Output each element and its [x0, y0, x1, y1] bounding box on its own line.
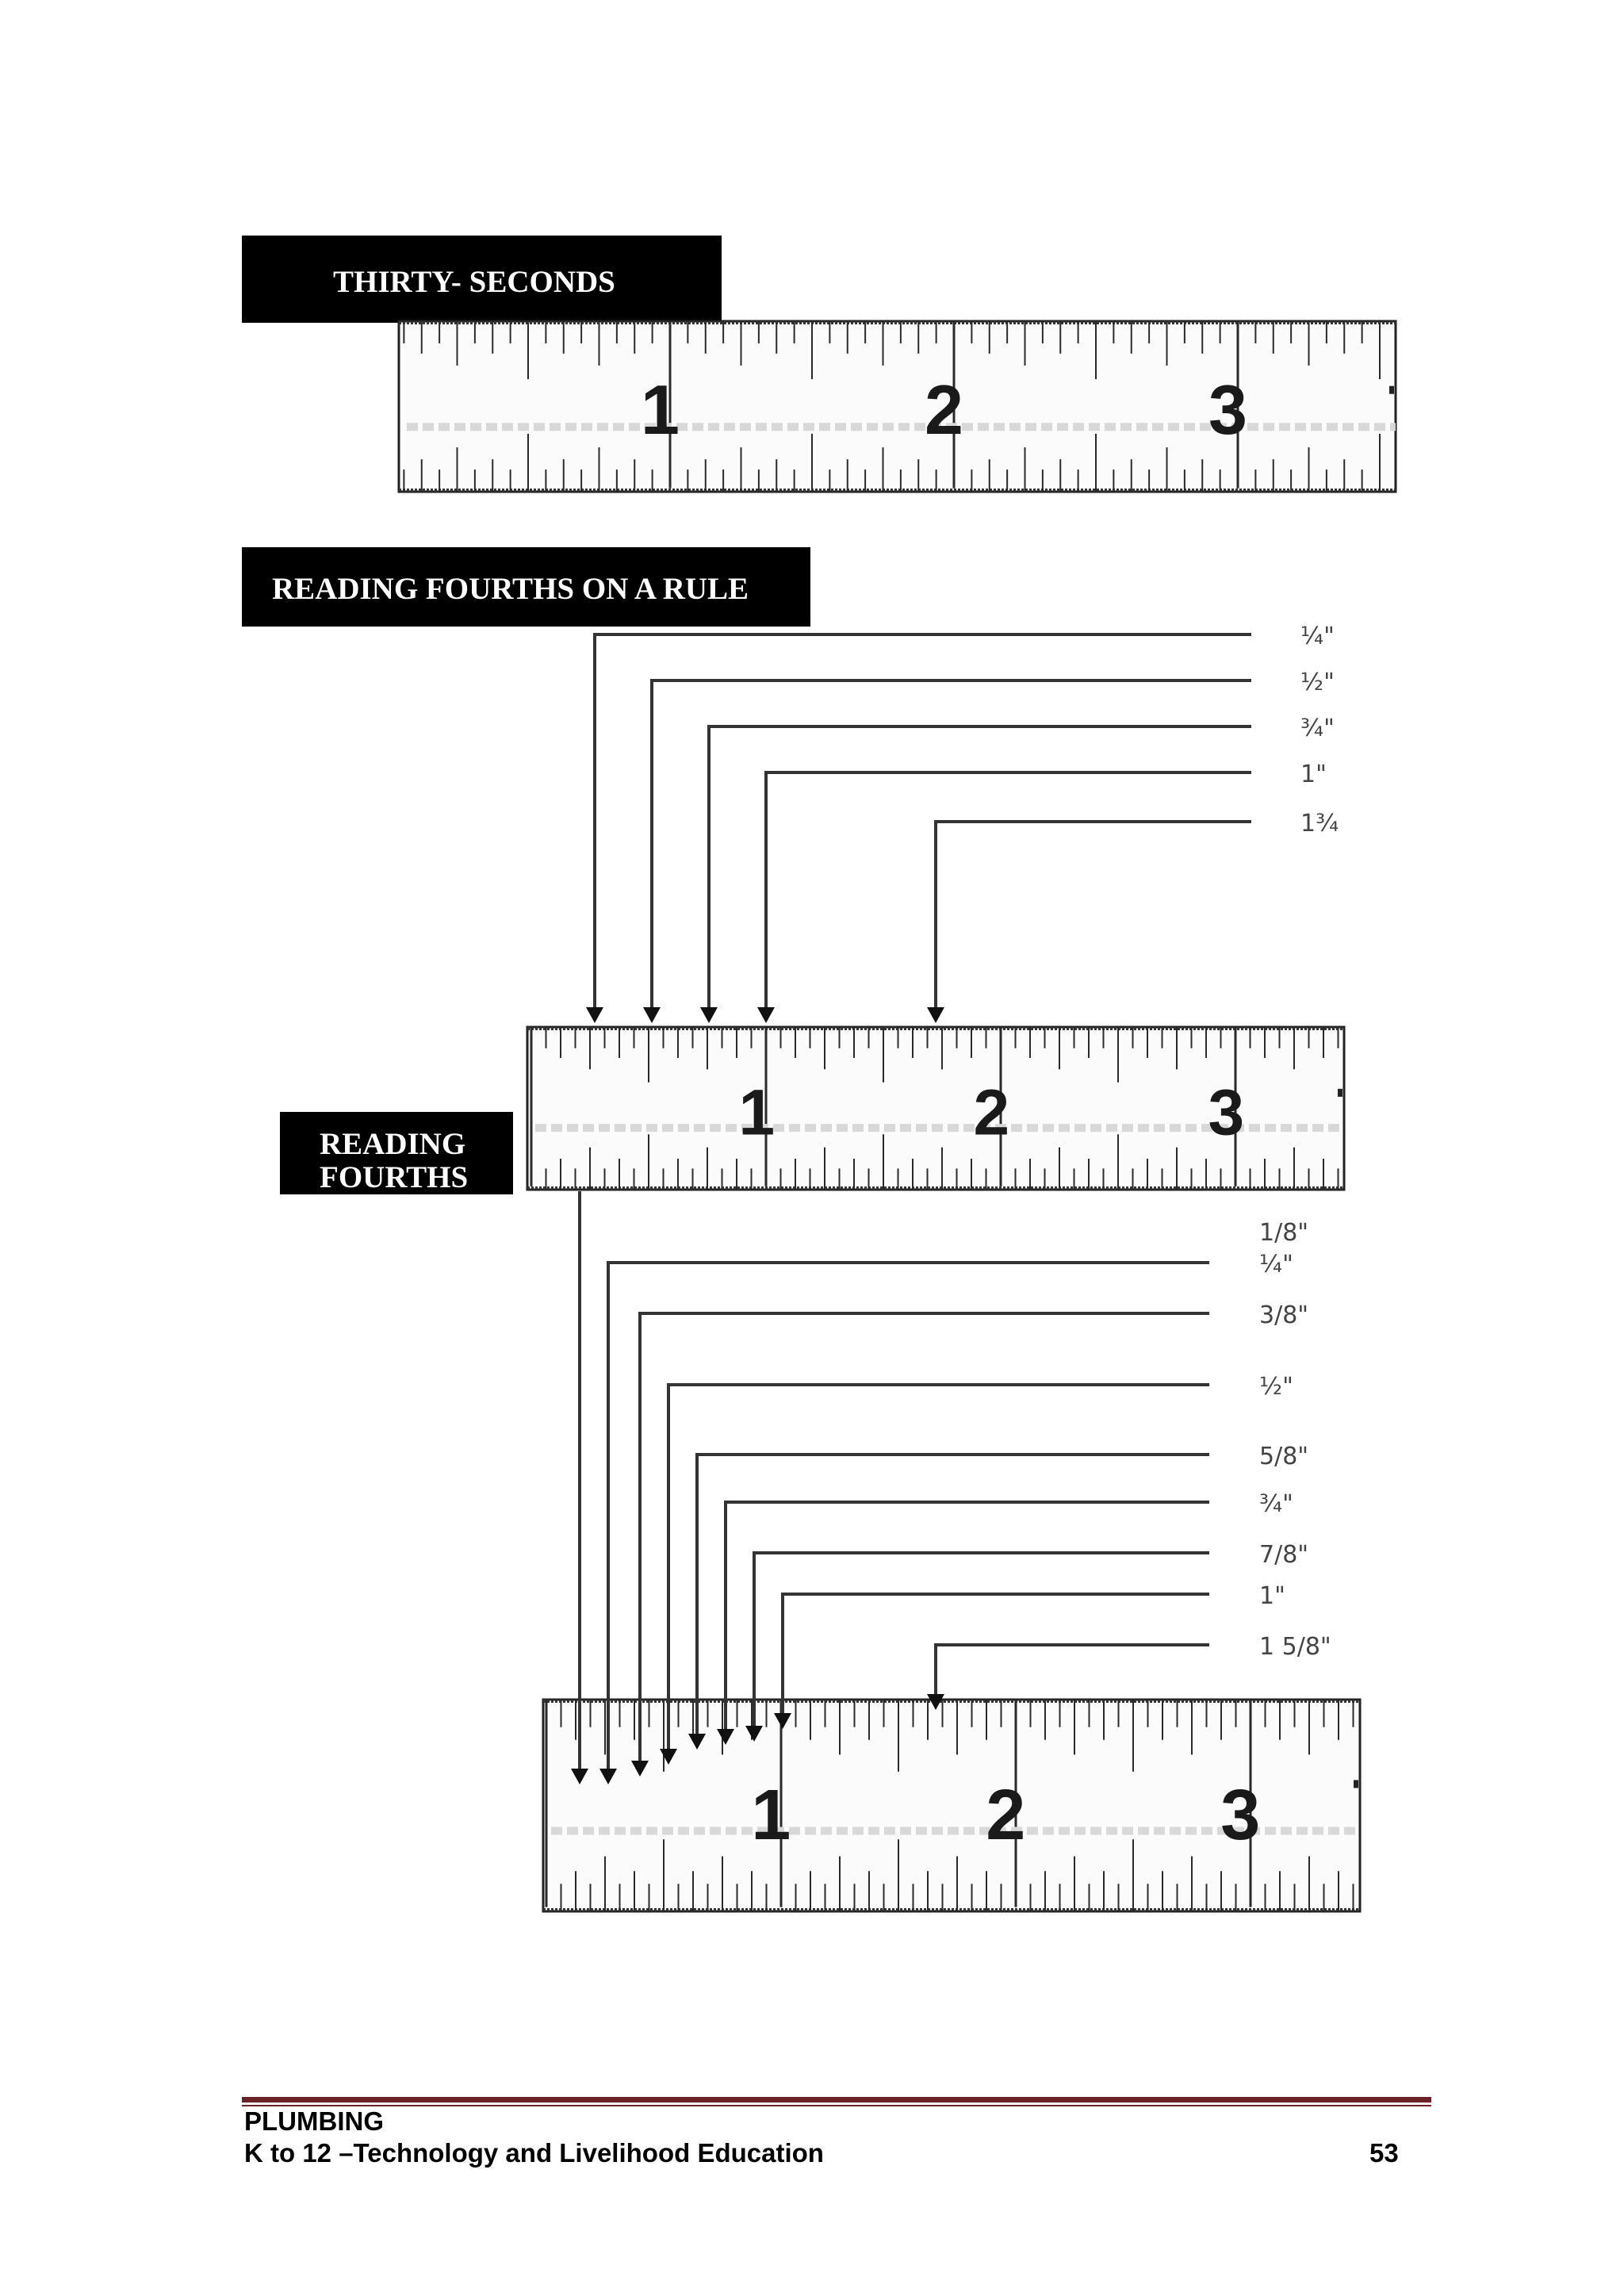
- fourths-label-5: 1¾: [1300, 810, 1339, 838]
- ruler-thirty-seconds: [399, 321, 1396, 492]
- eighths-label-8: 1": [1259, 1582, 1285, 1610]
- fourths-label-4: 1": [1300, 761, 1327, 788]
- fourths-leader-5-line: [936, 822, 1251, 1009]
- eighths-label-9: 1 5/8": [1259, 1633, 1331, 1661]
- footer-course-title: K to 12 –Technology and Livelihood Education: [244, 2138, 824, 2168]
- page-number: 53: [1369, 2138, 1399, 2168]
- eighths-label-3: 3/8": [1259, 1301, 1309, 1329]
- footer-subject: PLUMBING: [244, 2106, 384, 2136]
- fourths-leader-1-arrowhead: [586, 1007, 603, 1023]
- fourths-leader-2-line: [652, 680, 1251, 1009]
- fourths-leader-4-arrowhead: [757, 1007, 775, 1023]
- eighths-label-5: 5/8": [1259, 1443, 1309, 1470]
- fourths-leader-2-arrowhead: [643, 1007, 661, 1023]
- fourths-label-1: ¼": [1300, 623, 1335, 650]
- fourths-leader-1: [586, 634, 1251, 1023]
- footer-divider-thin: [242, 2105, 1431, 2106]
- reading-eighths-title-line2: FOURTHS: [320, 1160, 469, 1194]
- eighths-leader-9-line: [936, 1645, 1209, 1696]
- ruler-eighths-cut-digit: [1354, 1780, 1358, 1788]
- ruler-eighths-number-3: 3: [1220, 1776, 1261, 1856]
- ruler-fourths-number-2: 2: [973, 1076, 1010, 1149]
- ruler-fourths-cut-digit: [1338, 1089, 1342, 1097]
- fourths-label-3: ¾": [1300, 715, 1335, 742]
- fourths-leader-5-arrowhead: [927, 1007, 944, 1023]
- fourths-leader-3-arrowhead: [700, 1007, 718, 1023]
- ruler-thirty-seconds-cut-digit: [1389, 386, 1394, 394]
- fourths-leader-4: [757, 772, 1251, 1023]
- ruler-eighths-number-2: 2: [986, 1776, 1026, 1856]
- thirty-seconds-title: THIRTY- SECONDS: [333, 265, 615, 299]
- fourths-leader-5: [927, 822, 1251, 1023]
- eighths-leader-8-line: [783, 1594, 1209, 1715]
- ruler-thirty-seconds-number-3: 3: [1208, 370, 1247, 449]
- eighths-label-7: 7/8": [1259, 1541, 1309, 1569]
- ruler-thirty-seconds-number-2: 2: [925, 370, 963, 449]
- eighths-label-6: ¾": [1259, 1490, 1293, 1518]
- reading-eighths-title-line1: READING: [320, 1127, 466, 1161]
- eighths-leader-6-line: [726, 1502, 1209, 1731]
- ruler-fourths-number-3: 3: [1208, 1076, 1245, 1149]
- reading-fourths-title: READING FOURTHS ON A RULE: [272, 572, 749, 606]
- eighths-label-1: 1/8": [1259, 1219, 1309, 1247]
- leaders-layer: [571, 634, 1251, 1784]
- ruler-eighths: [543, 1700, 1360, 1911]
- fourths-label-2: ½": [1300, 669, 1335, 696]
- fourths-leader-3-line: [709, 726, 1251, 1009]
- ruler-fourths-number-1: 1: [738, 1076, 776, 1149]
- fourths-leader-4-line: [766, 772, 1251, 1009]
- eighths-leader-1: [571, 1191, 588, 1784]
- eighths-label-2: ¼": [1259, 1251, 1293, 1278]
- eighths-label-4: ½": [1259, 1373, 1293, 1401]
- ruler-eighths-number-1: 1: [751, 1776, 791, 1856]
- footer-divider: [242, 2097, 1431, 2102]
- ruler-thirty-seconds-number-1: 1: [641, 370, 680, 449]
- ruler-fourths: [527, 1027, 1344, 1190]
- fourths-leader-2: [643, 680, 1251, 1023]
- rulers-layer: [399, 321, 1396, 1911]
